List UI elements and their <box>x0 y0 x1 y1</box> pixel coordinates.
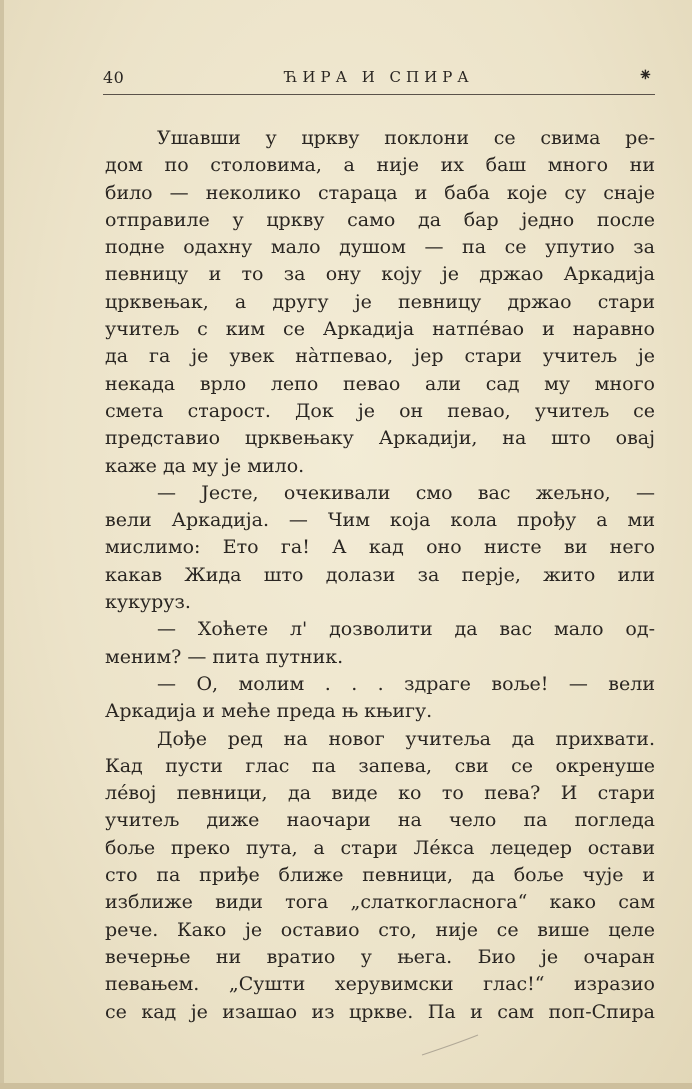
ornament-icon: ⁕ <box>637 65 653 86</box>
page-edge-bottom <box>0 1083 692 1089</box>
text-line: подне одахну мало душом — па се упутио за <box>105 236 655 259</box>
text-line: дом по столовима, а није их баш много ни <box>105 154 655 177</box>
text-line: Аркадија и меће преда њ књигу. <box>105 700 433 723</box>
text-line: певањем. „Сушти херувимски глас!“ изразио <box>105 973 655 996</box>
text-line: било — неколико стараца и баба које су снаје <box>105 181 655 204</box>
header-rule <box>103 94 655 95</box>
text-line: вечерње ни вратио у њега. Био је очаран <box>105 945 655 968</box>
text-line: кукуруз. <box>105 591 191 614</box>
text-line: да га је увек на̀тпевао, јер стари учитељ је <box>105 345 655 368</box>
text-line: — Јесте, очекивали смо вас жељно, — <box>157 481 655 504</box>
page-edge-left <box>0 0 4 1089</box>
text-line: меним? — пита путник. <box>105 645 344 668</box>
text-line: изближе види тога „слаткогласнога“ како сам <box>105 891 655 914</box>
text-line: мислимо: Ето га! А кад оно нисте ви него <box>105 536 655 559</box>
body-text <box>105 125 655 1026</box>
text-line: ле́вој певници, да виде ко то пева? И стари <box>105 782 655 805</box>
text-line: црквењак, а другу је певницу држао стари <box>105 290 655 313</box>
pencil-mark-icon <box>420 1033 480 1057</box>
text-line: каже да му је мило. <box>105 454 305 477</box>
text-line: представио црквењаку Аркадији, на што овај <box>105 427 655 450</box>
text-line: — О, молим . . . здраге воље! — вели <box>157 672 655 695</box>
text-line: певницу и то за ону коју је држао Аркадија <box>105 263 655 286</box>
text-line: некада врло лепо певао али сад му много <box>105 372 655 395</box>
text-line: Дође ред на новог учитеља да прихвати. <box>157 727 655 750</box>
text-line: какав Жида што долази за перје, жито или <box>105 563 655 586</box>
text-line: отправиле у цркву само да бар једно после <box>105 208 655 231</box>
text-line: смета старост. Док је он певао, учитељ се <box>105 399 655 422</box>
text-line: рече. Како је оставио сто, није се више целе <box>105 918 655 941</box>
text-line: учитељ диже наочари на чело па погледа <box>105 809 655 832</box>
text-line: Кад пусти глас па запева, сви се окренуше <box>105 754 655 777</box>
page-number: 40 <box>103 68 125 87</box>
text-line: вели Аркадија. — Чим која кола прођу а ми <box>105 509 655 532</box>
text-line: — Хоћете л' дозволити да вас мало од- <box>157 618 655 641</box>
text-line: Ушавши у цркву поклони се свима ре- <box>157 127 655 149</box>
running-title: ЋИРА И СПИРА <box>284 68 474 86</box>
text-line: сто па приђе ближе певници, да боље чује и <box>105 864 655 887</box>
text-line: боље преко пута, а стари Ле́кса лецедер остави <box>105 836 655 859</box>
text-line: се кад је изашао из цркве. Па и сам поп-Спира <box>105 1000 655 1023</box>
text-line: учитељ с ким се Аркадија натпе́вао и наравно <box>105 318 655 341</box>
page-header <box>103 64 655 94</box>
